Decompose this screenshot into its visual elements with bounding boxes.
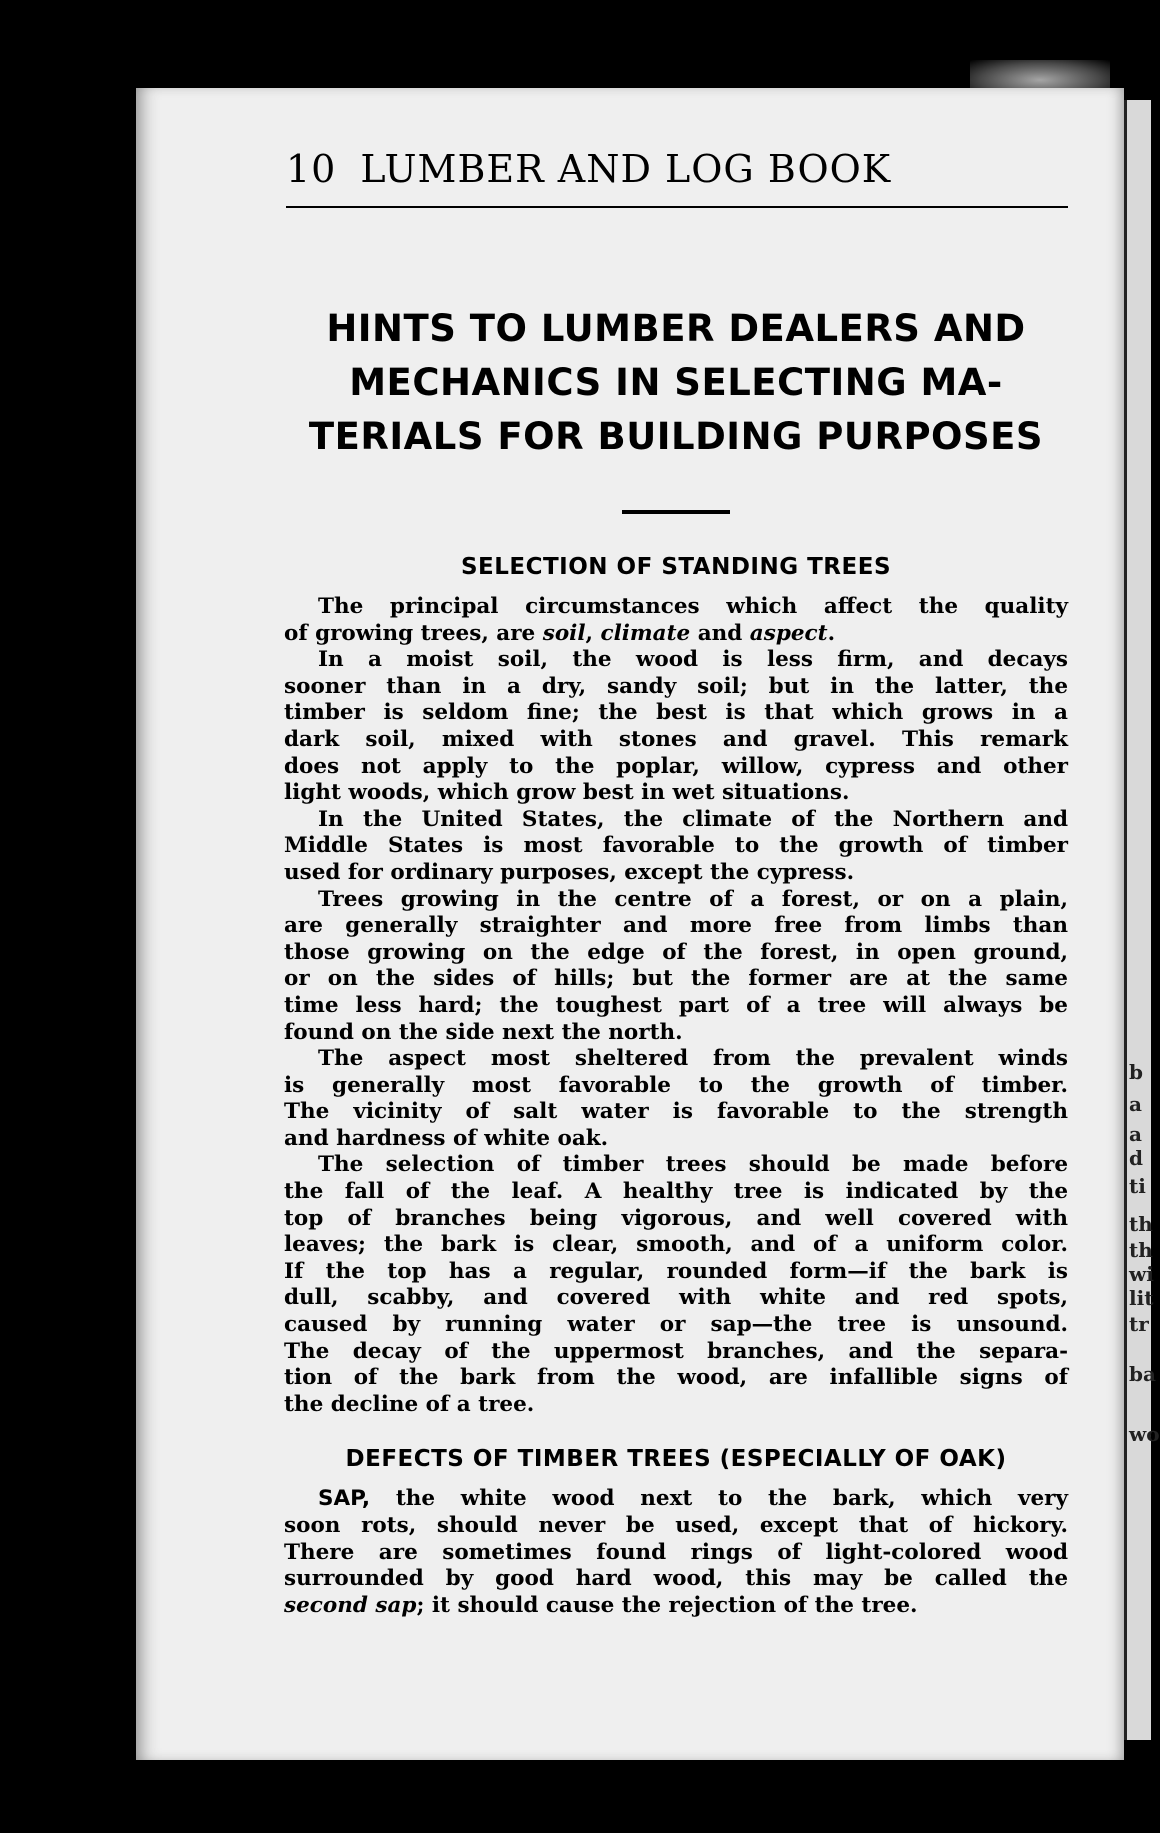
adjacent-fragment: ti bbox=[1129, 1174, 1146, 1198]
adjacent-fragment: ba bbox=[1129, 1362, 1156, 1386]
text-line: time less hard; the toughest part of a tree will always be bbox=[284, 992, 1068, 1018]
page-content bbox=[284, 147, 1068, 1619]
text-line: In the United States, the climate of the Northern and bbox=[318, 806, 1068, 832]
text-line: The decay of the uppermost branches, and the separa- bbox=[284, 1338, 1068, 1364]
adjacent-fragment: wi bbox=[1129, 1262, 1154, 1286]
adjacent-fragment: th bbox=[1129, 1212, 1153, 1236]
text-line: sooner than in a dry, sandy soil; but in the latter, the bbox=[284, 673, 1068, 699]
adjacent-fragment: a bbox=[1129, 1092, 1142, 1116]
text-line: those growing on the edge of the forest, in open ground, bbox=[284, 939, 1068, 965]
text-line: found on the side next the north. bbox=[284, 1019, 683, 1045]
text-line: Trees growing in the centre of a forest, or on a plain, bbox=[318, 886, 1068, 912]
text-line: leaves; the bark is clear, smooth, and of a uniform color. bbox=[284, 1232, 1068, 1258]
text-line: dark soil, mixed with stones and gravel. This remark bbox=[284, 726, 1068, 752]
text-line: and hardness of white oak. bbox=[284, 1125, 609, 1151]
text-line: or on the sides of hills; but the former are at the same bbox=[284, 966, 1068, 992]
text-line: The principal circumstances which affect the quality bbox=[318, 594, 1068, 619]
chapter-title bbox=[284, 302, 1068, 464]
text-line: dull, scabby, and covered with white and red spots, bbox=[284, 1285, 1068, 1311]
chapter-title-line: TERIALS FOR BUILDING PURPOSES bbox=[308, 415, 1044, 458]
text-line: The aspect most sheltered from the prevalent winds bbox=[318, 1046, 1068, 1072]
text-line: If the top has a regular, rounded form—if the bark is bbox=[284, 1258, 1068, 1284]
section-body bbox=[284, 594, 1068, 1418]
text-line: caused by running water or sap—the tree is unsound. bbox=[284, 1312, 1068, 1338]
text-line: are generally straighter and more free from limbs than bbox=[284, 913, 1068, 939]
text-line: the fall of the leaf. A healthy tree is indicated by the bbox=[284, 1179, 1068, 1205]
text-line: In a moist soil, the wood is less firm, and decays bbox=[318, 647, 1068, 673]
text-line: second sap; it should cause the rejection of the tree. bbox=[284, 1592, 918, 1618]
page-number: 10 bbox=[286, 147, 337, 191]
adjacent-fragment: tr bbox=[1129, 1312, 1149, 1336]
text-line: soon rots, should never be used, except that of hickory. bbox=[284, 1513, 1068, 1538]
text-line bbox=[284, 1486, 1068, 1513]
chapter-title-line: HINTS TO LUMBER DEALERS AND bbox=[326, 307, 1026, 350]
adjacent-fragment: b bbox=[1129, 1060, 1143, 1084]
lead-term: SAP, bbox=[318, 1486, 371, 1512]
running-header bbox=[286, 147, 1068, 208]
text-line: The selection of timber trees should be made before bbox=[318, 1152, 1068, 1178]
section-divider bbox=[622, 510, 730, 514]
text-line: used for ordinary purposes, except the cypress. bbox=[284, 859, 855, 885]
section-heading: SELECTION OF STANDING TREES bbox=[460, 554, 892, 580]
adjacent-fragment: lit bbox=[1129, 1286, 1154, 1310]
adjacent-fragment: wo bbox=[1129, 1422, 1160, 1446]
text-line: timber is seldom fine; the best is that which grows in a bbox=[284, 700, 1068, 726]
text-run: the white wood next to the bark, which very bbox=[395, 1486, 1068, 1512]
text-line: the decline of a tree. bbox=[284, 1391, 535, 1417]
adjacent-fragment: d bbox=[1129, 1146, 1143, 1170]
text-line: does not apply to the poplar, willow, cypress and other bbox=[284, 753, 1068, 779]
text-line: The vicinity of salt water is favorable to the strength bbox=[284, 1099, 1068, 1125]
adjacent-fragment: th bbox=[1129, 1238, 1153, 1262]
text-line: Middle States is most favorable to the growth of timber bbox=[284, 833, 1068, 859]
text-line: There are sometimes found rings of light-colored wood bbox=[284, 1539, 1068, 1565]
running-title: LUMBER AND LOG BOOK bbox=[360, 147, 892, 191]
text-line: surrounded by good hard wood, this may be called the bbox=[284, 1566, 1068, 1592]
adjacent-fragment: a bbox=[1129, 1122, 1142, 1146]
chapter-title-line: MECHANICS IN SELECTING MA- bbox=[349, 361, 1003, 404]
text-line: top of branches being vigorous, and well covered with bbox=[284, 1205, 1068, 1231]
text-line: is generally most favorable to the growth of timber. bbox=[284, 1072, 1068, 1098]
text-line: tion of the bark from the wood, are infallible signs of bbox=[284, 1365, 1068, 1391]
text-line: light woods, which grow best in wet situations. bbox=[284, 780, 850, 806]
section-heading: DEFECTS OF TIMBER TREES (ESPECIALLY OF OAK) bbox=[345, 1446, 1007, 1473]
section-body bbox=[284, 1486, 1068, 1619]
adjacent-page-edge bbox=[1124, 100, 1160, 1740]
text-line: of growing trees, are soil, climate and aspect. bbox=[284, 620, 836, 646]
